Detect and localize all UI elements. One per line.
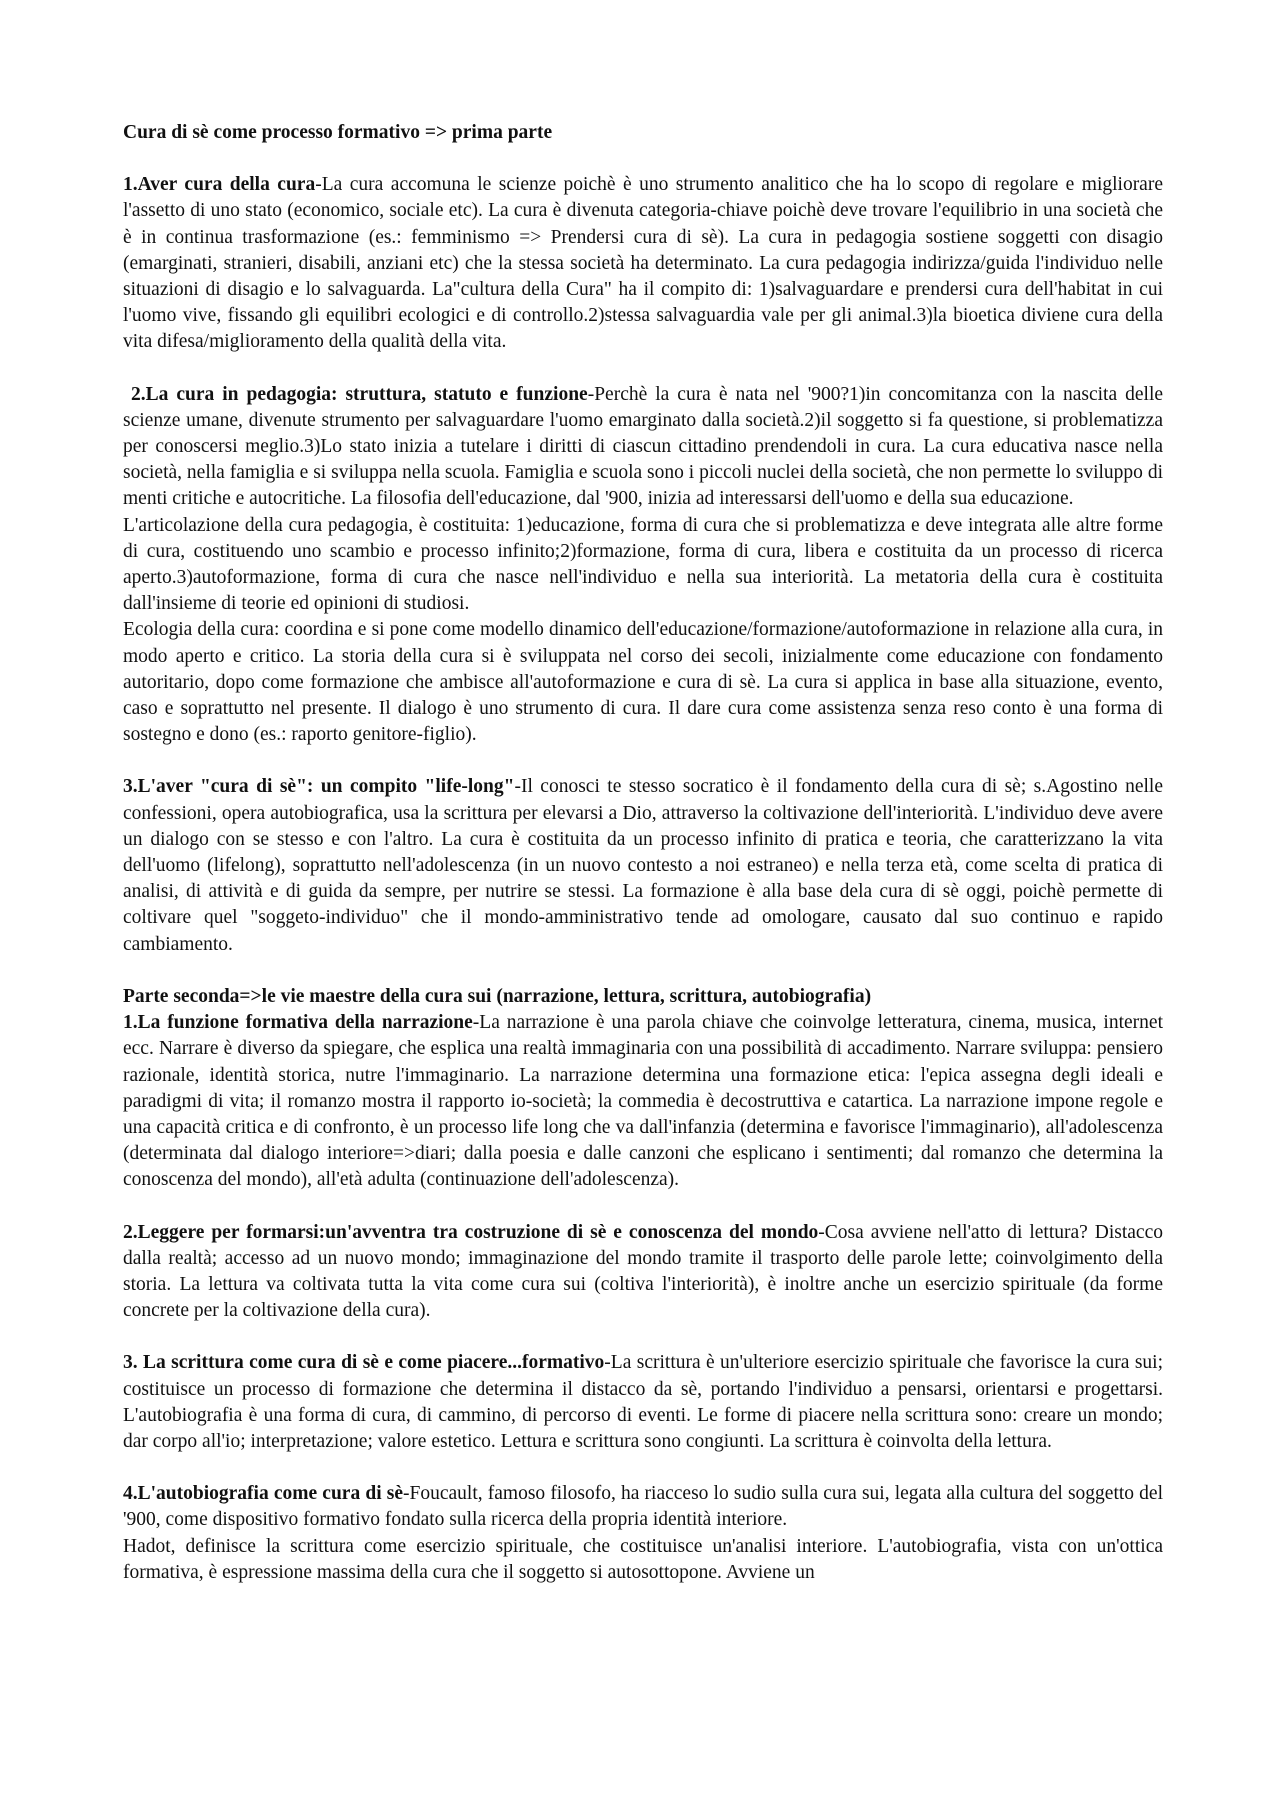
section-2-heading: 2.La cura in pedagogia: struttura, statuto e funzione [130,383,588,405]
part-two-section-1-heading: 1.La funzione formativa della narrazione [123,1012,473,1034]
part-two-title: Parte seconda=>le vie maestre della cura sui (narrazione, lettura, scrittura, autobiografia) [123,985,872,1007]
spacer [123,958,1163,984]
part-two-section-4-paragraph-2: Hadot, definisce la scrittura come esercizio spirituale, che costituisce un'analisi interiore. L'autobiografia, vista con un'ottica formativa, è espressione massima della cura che il soggetto si autosottopone. Avviene un [123,1535,1163,1583]
part-two-section-1-text: -La narrazione è una parola chiave che coinvolge letteratura, cinema, musica, internet ecc. Narrare è diverso da spiegare, che esplica una realtà immaginaria con una possibilità di accadimento. Narrare sviluppa: pensiero razionale, identità storica, nutre l'immaginario. La narrazione determina una formazione etica: l'epica assegna degli ideali e paradigmi di vita; il romanzo mostra il rapporto io-società; la commedia è decostruttiva e catartica. La narrazione impone regole e una capacità critica e di confronto, è un processo life long che va dall'infanzia (determina e favorisce l'immaginario), all'adolescenza (determinata dal dialogo interiore=>diari; dalla poesia e dalle canzoni che esplicano i sentimenti; dal romanzo che determina la conoscenza del mondo), all'età adulta (continuazione dell'adolescenza). [123,1012,1163,1191]
spacer [123,1455,1163,1481]
part-two-section-2-text: -Cosa avviene nell'atto di lettura? Distacco dalla realtà; accesso ad un nuovo mondo; immaginazione del mondo tramite il trasporto delle parole lette; coinvolgimento della storia. La lettura va coltivata tutta la vita come cura sui (coltiva l'interiorità), è inoltre anche un esercizio spirituale (da forme concrete per la coltivazione della cura). [123,1221,1163,1322]
section-2-paragraph-3: Ecologia della cura: coordina e si pone come modello dinamico dell'educazione/formazione/autoformazione in relazione alla cura, in modo aperto e critico. La storia della cura si è sviluppata nel corso dei secoli, inizialmente come educazione con fondamento autoritario, dopo come formazione che ambisce all'autoformazione e cura di sè. La cura si applica in base alla situazione, evento, caso e soprattutto nel presente. Il dialogo è uno strumento di cura. Il dare cura come assistenza senza reso conto è una forma di sostegno e dono (es.: raporto genitore-figlio). [123,619,1163,746]
section-2-text: -Perchè la cura è nata nel '900?1)in concomitanza con la nascita delle scienze umane, divenute strumento per salvaguardare l'uomo emarginato dalla società.2)il soggetto si fa questione, si problematizza per conoscersi meglio.3)Lo stato inizia a tutelare i diritti di ciascun cittadino prendendoli in cura. La cura educativa nasce nella società, nella famiglia e si sviluppa nella scuola. Famiglia e scuola sono i piccoli nuclei della società, che non permette lo sviluppo di menti critiche e autocritiche. La filosofia dell'educazione, dal '900, inizia ad interessarsi dell'uomo e della sua educazione. [123,383,1164,510]
part-two-section-3-paragraph-1 [123,1350,1163,1455]
part-two-section-2-paragraph-1 [123,1220,1163,1325]
section-1-paragraph-1 [123,172,1163,355]
section-1-text: -La cura accomuna le scienze poichè è uno strumento analitico che ha lo scopo di regolare e migliorare l'assetto di uno stato (economico, sociale etc). La cura è divenuta categoria-chiave poichè deve trovare l'equilibrio in una società che è in continua trasformazione (es.: femminismo => Prendersi cura di sè). La cura in pedagogia sostiene soggetti con disagio (emarginati, stranieri, disabili, anziani etc) che la stessa società ha determinato. La cura pedagogia indirizza/guida l'individuo nelle situazioni di disagio e lo salvaguarda. La"cultura della Cura" ha il compito di: 1)salvaguardare e prendersi cura dell'habitat in cui l'uomo vive, fissando gli equilibri ecologici e di controllo.2)stessa salvaguardia vale per gli animal.3)la bioetica diviene cura della vita difesa/miglioramento della qualità della vita. [123,174,1163,353]
part-two-section-2-heading: 2.Leggere per formarsi:un'avventra tra costruzione di sè e conoscenza del mondo [123,1221,819,1243]
spacer [123,748,1163,774]
document-page [123,120,1163,1586]
part-two-section-1-paragraph-1 [123,1010,1163,1193]
document-title: Cura di sè come processo formativo => prima parte [123,122,553,143]
part-two-section-3-heading: 3. La scrittura come cura di sè e come piacere...formativo [123,1352,605,1374]
section-2-paragraph-1 [123,382,1163,513]
part-two-section-4-paragraph-1 [123,1481,1163,1533]
part-two-section-4-text: -Foucault, famoso filosofo, ha riacceso lo sudio sulla cura sui, legata alla cultura del soggetto del '900, come dispositivo formativo fondato sulla ricerca della propria identità interiore. [123,1483,1163,1531]
part-two-section-3-text: -La scrittura è un'ulteriore esercizio spirituale che favorisce la cura sui; costituisce un processo di formazione che determina il distacco da sè, portando l'individuo a pensarsi, orientarsi e progettarsi. L'autobiografia è una forma di cura, di cammino, di percorso di eventi. Le forme di piacere nella scrittura sono: creare un mondo; dar corpo all'io; interpretazione; valore estetico. Lettura e scrittura sono congiunti. La scrittura è coinvolta della lettura. [123,1352,1163,1452]
section-3-paragraph-1 [123,774,1163,957]
spacer [123,146,1163,172]
spacer [123,356,1163,382]
section-1-heading: 1.Aver cura della cura [123,174,316,196]
part-two-section-4-heading: 4.L'autobiografia come cura di sè [123,1483,404,1505]
section-3-text: -Il conosci te stesso socratico è il fondamento della cura di sè; s.Agostino nelle confessioni, opera autobiografica, usa la scrittura per elevarsi a Dio, attraverso la coltivazione dell'interiorità. L'individuo deve avere un dialogo con se stesso e con l'altro. La cura è costituita da un processo infinito di pratica e teoria, che caratterizzano la vita dell'uomo (lifelong), soprattutto nell'adolescenza (in un nuovo contesto a noi estraneo) e nella terza età, come scelta di pratica di analisi, di attività e di guida da sempre, per nutrire se stessi. La formazione è alla base dela cura di sè oggi, poichè permette di coltivare quel "soggeto-individuo" che il mondo-amministrativo tende ad omologare, causato dal suo continuo e rapido cambiamento. [123,776,1163,955]
section-2-paragraph-2: L'articolazione della cura pedagogia, è costituita: 1)educazione, forma di cura che si problematizza e deve integrata alle altre forme di cura, costituendo uno scambio e processo infinito;2)formazione, forma di cura, libera e costituita da un processo di ricerca aperto.3)autoformazione, forma di cura che nasce nell'individuo e nella sua interiorità. La metatoria della cura è costituita dall'insieme di teorie ed opinioni di studiosi. [123,514,1163,615]
spacer [123,1194,1163,1220]
spacer [123,1324,1163,1350]
section-3-heading: 3.L'aver "cura di sè": un compito "life-long" [123,776,515,798]
